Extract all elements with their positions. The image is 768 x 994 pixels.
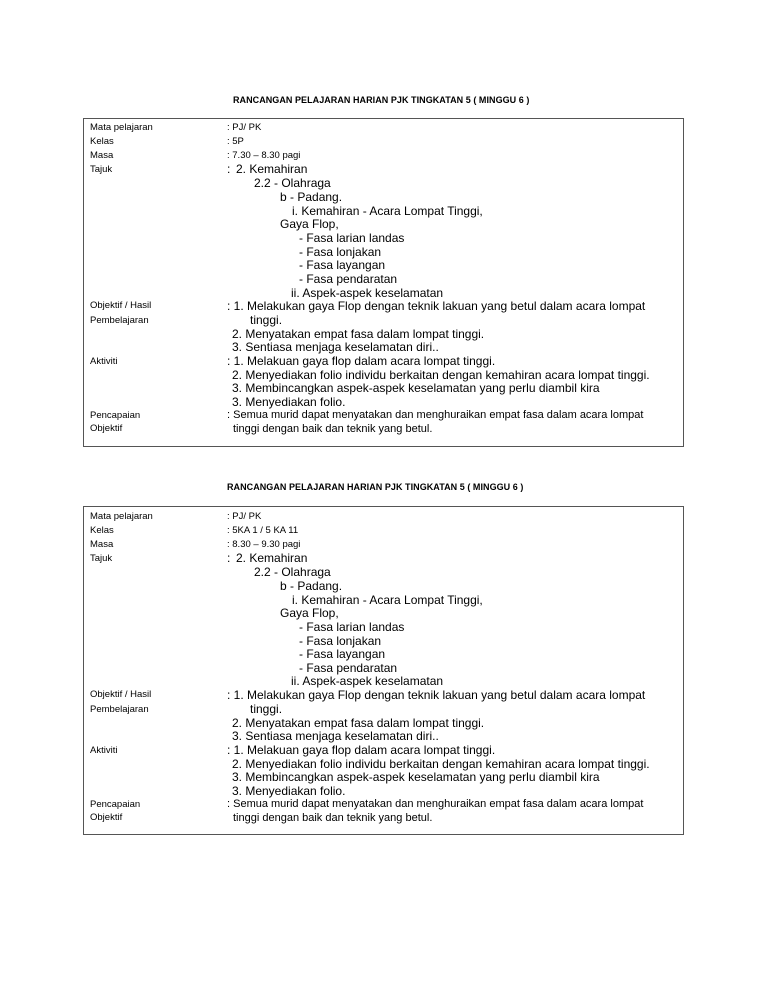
aktiviti-line: 3. Menyediakan folio.: [232, 784, 346, 798]
plan-title: RANCANGAN PELAJARAN HARIAN PJK TINGKATAN 5 ( MINGGU 6 ): [227, 482, 524, 492]
value-mata-pelajaran: : PJ/ PK: [227, 511, 262, 522]
tajuk-line: 2.2 - Olahraga: [254, 176, 331, 190]
label-pencapaian: Pencapaian: [90, 410, 141, 421]
plan-title: RANCANGAN PELAJARAN HARIAN PJK TINGKATAN 5 ( MINGGU 6 ): [233, 95, 530, 105]
tajuk-line: - Fasa lonjakan: [299, 634, 382, 648]
objektif-line: 3. Sentiasa menjaga keselamatan diri..: [232, 729, 439, 743]
tajuk-line: - Fasa lonjakan: [299, 245, 382, 259]
label-pembelajaran: Pembelajaran: [90, 315, 149, 326]
tajuk-line: 2. Kemahiran: [236, 162, 308, 176]
tajuk-line: i. Kemahiran - Acara Lompat Tinggi,: [292, 593, 483, 607]
label-aktiviti: Aktiviti: [90, 356, 118, 367]
tajuk-line: b - Padang.: [280, 190, 343, 204]
objektif-line: 2. Menyatakan empat fasa dalam lompat tinggi.: [232, 327, 485, 341]
aktiviti-line: : 1. Melakuan gaya flop dalam acara lompat tinggi.: [227, 743, 496, 757]
value-kelas: : 5KA 1 / 5 KA 11: [227, 525, 299, 536]
aktiviti-line: 3. Membincangkan aspek-aspek keselamatan yang perlu diambil kira: [232, 381, 600, 395]
tajuk-line: - Fasa larian landas: [299, 620, 405, 634]
value-kelas: : 5P: [227, 136, 244, 147]
tajuk-line: b - Padang.: [280, 579, 343, 593]
plan-table: [83, 118, 684, 447]
tajuk-line: - Fasa pendaratan: [299, 661, 398, 675]
label-kelas: Kelas: [90, 136, 114, 147]
tajuk-colon: :: [227, 551, 231, 565]
tajuk-line: - Fasa pendaratan: [299, 272, 398, 286]
tajuk-line: - Fasa layangan: [299, 647, 386, 661]
tajuk-line: 2.2 - Olahraga: [254, 565, 331, 579]
pencapaian-line: tinggi dengan baik dan teknik yang betul.: [233, 812, 433, 824]
value-masa: : 7.30 – 8.30 pagi: [227, 150, 301, 161]
objektif-line: tinggi.: [250, 313, 283, 327]
label-aktiviti: Aktiviti: [90, 745, 118, 756]
tajuk-line: Gaya Flop,: [280, 217, 339, 231]
label-mata-pelajaran: Mata pelajaran: [90, 122, 153, 133]
value-mata-pelajaran: : PJ/ PK: [227, 122, 262, 133]
tajuk-line: ii. Aspek-aspek keselamatan: [291, 286, 444, 300]
label-objektif-2: Objektif: [90, 812, 123, 823]
label-objektif-2: Objektif: [90, 423, 123, 434]
plan-table: [83, 506, 684, 835]
aktiviti-line: 2. Menyediakan folio individu berkaitan dengan kemahiran acara lompat tinggi.: [232, 757, 650, 771]
pencapaian-line: : Semua murid dapat menyatakan dan menghuraikan empat fasa dalam acara lompat: [227, 798, 644, 810]
label-masa: Masa: [90, 150, 114, 161]
label-pembelajaran: Pembelajaran: [90, 704, 149, 715]
aktiviti-line: 3. Membincangkan aspek-aspek keselamatan yang perlu diambil kira: [232, 770, 600, 784]
label-pencapaian: Pencapaian: [90, 799, 141, 810]
label-masa: Masa: [90, 539, 114, 550]
tajuk-line: - Fasa larian landas: [299, 231, 405, 245]
label-tajuk: Tajuk: [90, 553, 113, 564]
label-tajuk: Tajuk: [90, 164, 113, 175]
aktiviti-line: : 1. Melakuan gaya flop dalam acara lompat tinggi.: [227, 354, 496, 368]
objektif-line: : 1. Melakukan gaya Flop dengan teknik lakuan yang betul dalam acara lompat: [227, 299, 646, 313]
label-mata-pelajaran: Mata pelajaran: [90, 511, 153, 522]
tajuk-line: 2. Kemahiran: [236, 551, 308, 565]
tajuk-line: ii. Aspek-aspek keselamatan: [291, 674, 444, 688]
aktiviti-line: 3. Menyediakan folio.: [232, 395, 346, 409]
objektif-line: : 1. Melakukan gaya Flop dengan teknik lakuan yang betul dalam acara lompat: [227, 688, 646, 702]
label-objektif: Objektif / Hasil: [90, 689, 152, 700]
objektif-line: 3. Sentiasa menjaga keselamatan diri..: [232, 340, 439, 354]
tajuk-line: - Fasa layangan: [299, 258, 386, 272]
aktiviti-line: 2. Menyediakan folio individu berkaitan dengan kemahiran acara lompat tinggi.: [232, 368, 650, 382]
value-masa: : 8.30 – 9.30 pagi: [227, 539, 301, 550]
pencapaian-line: tinggi dengan baik dan teknik yang betul.: [233, 423, 433, 435]
objektif-line: 2. Menyatakan empat fasa dalam lompat tinggi.: [232, 716, 485, 730]
label-kelas: Kelas: [90, 525, 114, 536]
tajuk-colon: :: [227, 162, 231, 176]
label-objektif: Objektif / Hasil: [90, 300, 152, 311]
tajuk-line: i. Kemahiran - Acara Lompat Tinggi,: [292, 204, 483, 218]
pencapaian-line: : Semua murid dapat menyatakan dan menghuraikan empat fasa dalam acara lompat: [227, 409, 644, 421]
objektif-line: tinggi.: [250, 702, 283, 716]
tajuk-line: Gaya Flop,: [280, 606, 339, 620]
